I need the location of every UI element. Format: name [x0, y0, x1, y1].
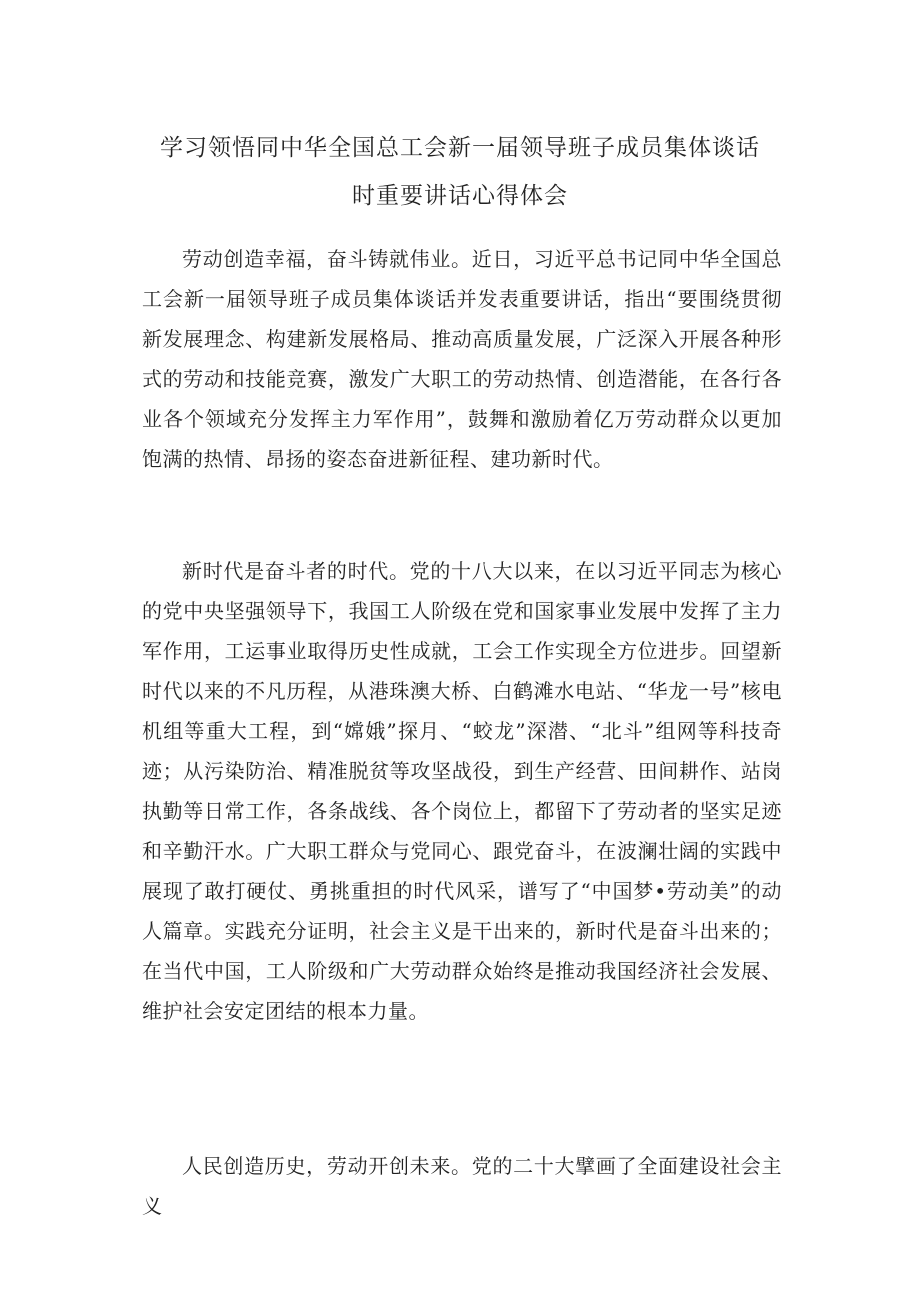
paragraph-1: 劳动创造幸福，奋斗铸就伟业。近日，习近平总书记同中华全国总工会新一届领导班子成员集体谈话并发表重要讲话，指出“要围绕贯彻新发展理念、构建新发展格局、推动高质量发展，广泛深入开展各种形式的劳动和技能竞赛，激发广大职工的劳动热情、创造潜能，在各行各业各个领域充分发挥主力军作用”，鼓舞和激励着亿万劳动群众以更加饱满的热情、昂扬的姿态奋进新征程、建功新时代。	[142, 247, 782, 471]
document-title-line-1: 学习领悟同中华全国总工会新一届领导班子成员集体谈话	[160, 135, 760, 161]
paragraph-3: 人民创造历史，劳动开创未来。党的二十大擘画了全面建设社会主义	[142, 1154, 782, 1218]
paragraph-2: 新时代是奋斗者的时代。党的十八大以来，在以习近平同志为核心的党中央坚强领导下，我国工人阶级在党和国家事业发展中发挥了主力军作用，工运事业取得历史性成就，工会工作实现全方位进步。回望新时代以来的不凡历程，从港珠澳大桥、白鹤滩水电站、“华龙一号”核电机组等重大工程，到“嫦娥”探月、“蛟龙”深潜、“北斗”组网等科技奇迹；从污染防治、精准脱贫等攻坚战役，到生产经营、田间耕作、站岗执勤等日常工作，各条战线、各个岗位上，都留下了劳动者的坚实足迹和辛勤汗水。广大职工群众与党同心、跟党奋斗，在波澜壮阔的实践中展现了敢打硬仗、勇挑重担的时代风采，谱写了“中国梦•劳动美”的动人篇章。实践充分证明，社会主义是干出来的，新时代是奋斗出来的；在当代中国，工人阶级和广大劳动群众始终是推动我国经济社会发展、维护社会安定团结的根本力量。	[142, 559, 782, 1023]
document-title-line-2: 时重要讲话心得体会	[352, 183, 568, 209]
